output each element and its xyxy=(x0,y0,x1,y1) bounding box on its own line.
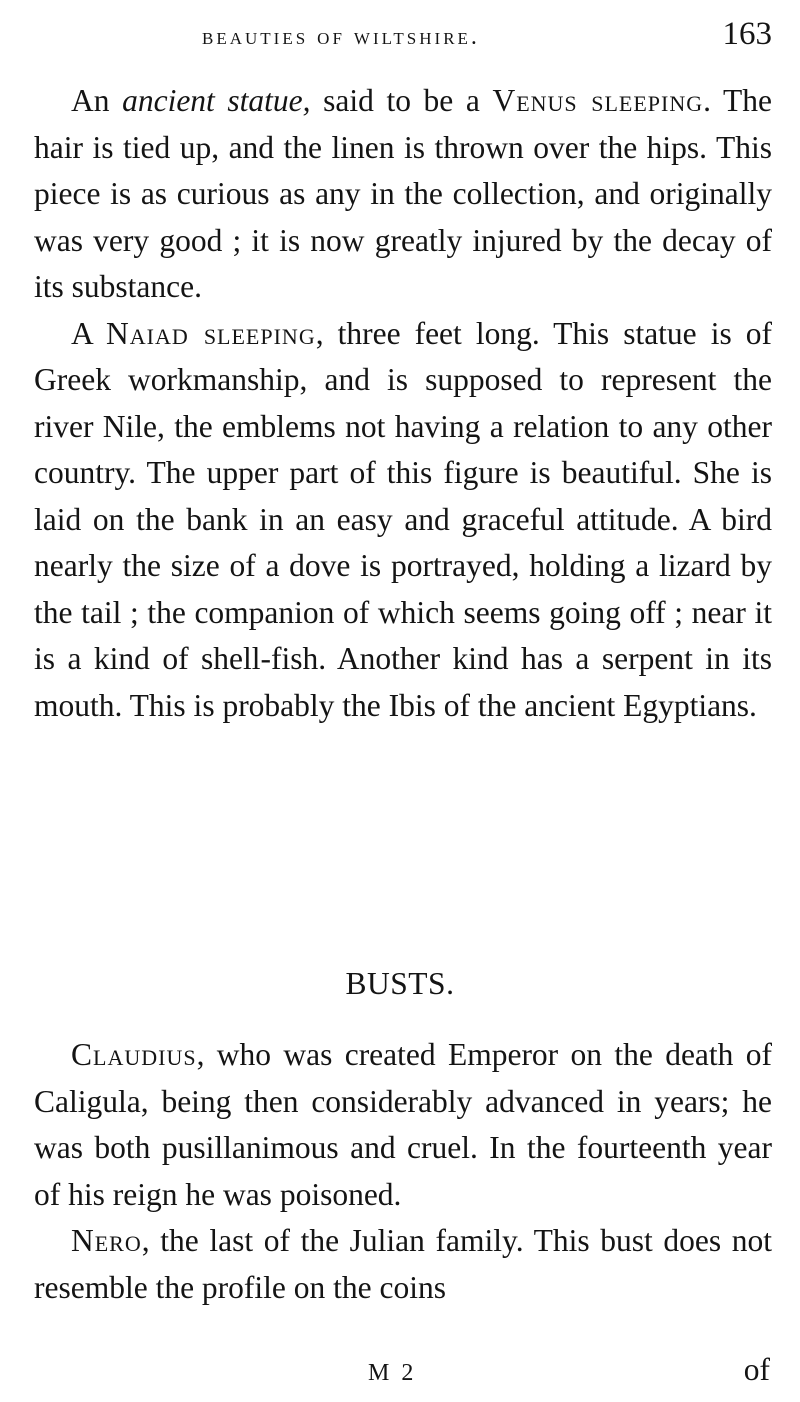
section-heading-busts: BUSTS. xyxy=(345,966,455,1001)
italic-run: ancient statue, xyxy=(122,83,311,118)
catchword: of xyxy=(743,1352,770,1387)
text-run: An xyxy=(71,83,123,118)
running-title: beauties of wiltshire. xyxy=(202,24,480,50)
running-head xyxy=(30,14,772,58)
paragraph-naiad-sleeping xyxy=(34,311,772,730)
paragraph-venus-sleeping xyxy=(34,78,772,311)
small-caps-run: Claudius xyxy=(71,1037,197,1072)
signature-mark: M 2 xyxy=(368,1360,417,1386)
text-run: , who was created Emperor on the death of Caligula, being then considerably advanced in years; he was both pusillanimous and cruel. In the fourteenth year of his reign he was poisoned. xyxy=(34,1037,772,1212)
small-caps-run: Nero xyxy=(71,1223,142,1258)
small-caps-run: Naiad sleeping xyxy=(106,315,316,351)
text-run: said to be a xyxy=(310,83,493,118)
small-caps-run: Venus sleeping xyxy=(492,83,704,118)
body-text-busts xyxy=(34,1032,772,1311)
text-run: , three feet long. This statue is of Greek workmanship, and is supposed to represent the river Nile, the emblems not having a relation to any other country. The upper part of this figure is beautiful. She is laid on the bank in an easy and graceful attitude. A bird nearly the size of a dove is portrayed, holding a lizard by the tail ; the companion of which seems going off ; near it is a kind of shell-fish. Another kind has a serpent in its mouth. This is probably the Ibis of the ancient Egyptians. xyxy=(34,315,772,723)
text-run: , the last of the Julian family. This bust does not resemble the profile on the coins xyxy=(34,1223,772,1305)
paragraph-claudius xyxy=(34,1032,772,1218)
text-run: . The hair is tied up, and the linen is thrown over the hips. This piece is as curious as any in the collection, and originally was very good ; it is now greatly injured by the decay of its substance. xyxy=(34,83,773,304)
paragraph-nero xyxy=(34,1218,772,1311)
page-number: 163 xyxy=(722,16,772,52)
text-run: A xyxy=(71,315,107,351)
body-text-statues xyxy=(34,78,772,729)
